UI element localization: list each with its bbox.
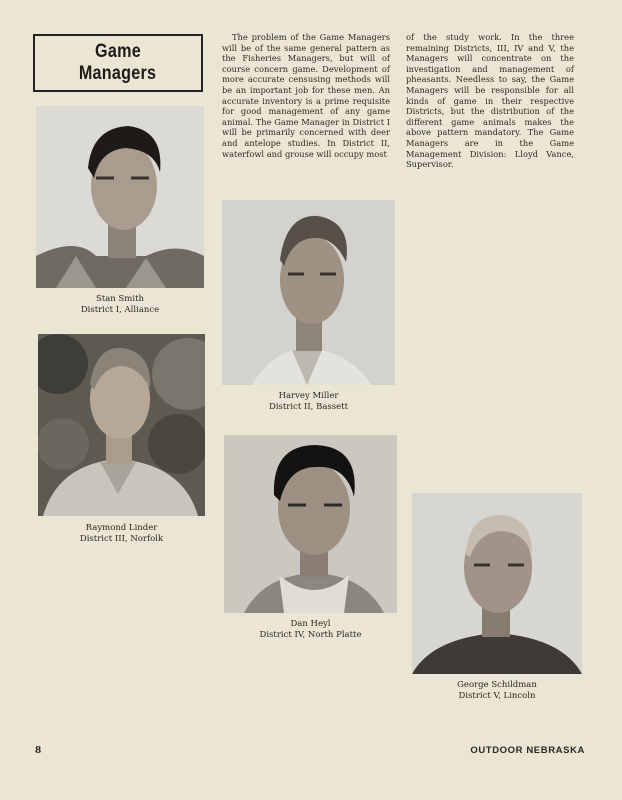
photo-stan-smith [36,106,204,288]
title-line-2: Managers [79,63,157,84]
caption-george-schildman [412,680,582,701]
caption-district: District I, Alliance [80,304,160,315]
caption-district: District II, Bassett [269,401,348,412]
caption-name: Dan Heyl [290,619,331,629]
caption-name: Raymond Linder [85,523,158,533]
caption-harvey-miller [222,391,395,412]
caption-district: District IV, North Platte [259,629,362,640]
caption-district: District V, Lincoln [458,690,536,701]
photo-dan-heyl [224,435,397,613]
caption-district: District III, Norfolk [79,533,164,544]
caption-name: Stan Smith [96,294,144,304]
caption-raymond-linder [38,523,205,544]
title-box [33,34,203,92]
photo-george-schildman [412,493,582,674]
title-line-1: Game [95,41,141,62]
caption-name: George Schildman [457,680,537,690]
body-column-2: of the study work. In the three remaining Districts, III, IV and V, the Managers will concentrate on the investigation and management of pheasants. Needless to say, the Game Managers will be responsible for all kinds of game in their respective Districts, but the distribution of the different game animals makes the above pattern mandatory. The Game Managers are in the Game Management Division: Lloyd Vance, Supervisor. [406,32,574,170]
photo-raymond-linder [38,334,205,516]
magazine-name: OUTDOOR NEBRASKA [470,745,585,756]
caption-dan-heyl [224,619,397,640]
photo-harvey-miller [222,200,395,385]
page-number: 8 [35,746,42,756]
caption-stan-smith [36,294,204,315]
caption-name: Harvey Miller [278,391,339,401]
body-column-1: The problem of the Game Managers will be of the same general pattern as the Fisheries Managers, but will of course concern game. Development of more accurate censusing methods will be an important job for these men. An accurate inventory is a prime requisite for good management of any game animal. The Game Manager in District I will be primarily concerned with deer and antelope studies. In District II, waterfowl and grouse will occupy most [222,32,390,159]
